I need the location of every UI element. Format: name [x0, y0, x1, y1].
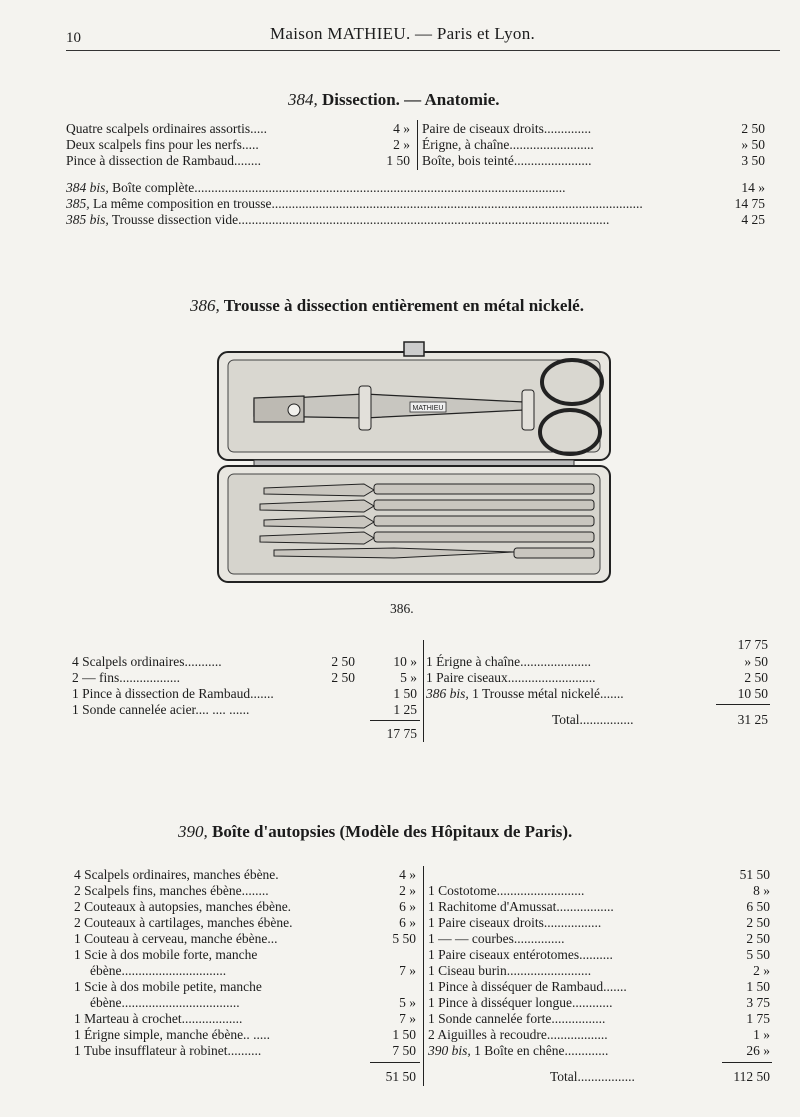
item-price: 7 »	[399, 1011, 416, 1026]
list-item: 1 Érigne à chaîne.....................	[426, 654, 591, 669]
item-number: 390 bis,	[428, 1043, 471, 1058]
item-price: 2 »	[393, 137, 410, 152]
figure-caption: 386.	[390, 601, 414, 616]
item-price: 4 »	[393, 121, 410, 136]
list-item-continuation: ébène...............................	[90, 963, 227, 978]
list-item: 1 Couteau à cerveau, manche ébène...	[74, 931, 278, 946]
item-price: 1 50	[392, 1027, 416, 1042]
item-price: » 50	[741, 137, 765, 152]
variant-price: 14 75	[734, 196, 765, 211]
item-price: 5 »	[399, 995, 416, 1010]
list-item: Érigne, à chaîne.........................	[422, 137, 594, 152]
item-price: 6 »	[399, 915, 416, 930]
list-item: 2 Scalpels fins, manches ébène........	[74, 883, 269, 898]
item-price: 7 »	[399, 963, 416, 978]
total-label: Total.................	[550, 1069, 635, 1084]
sum-rule	[370, 1062, 420, 1063]
total-label: Total................	[552, 712, 634, 727]
item-total: 1 25	[393, 702, 417, 717]
list-item: 1 Paire ciseaux droits.................	[428, 915, 602, 930]
list-item-continuation: ébène...................................	[90, 995, 240, 1010]
item-price: » 50	[744, 654, 768, 669]
section-386-title	[190, 296, 584, 316]
section-384-number: 384,	[288, 90, 318, 109]
list-item: 1 Tube insufflateur à robinet..........	[74, 1043, 262, 1058]
total-price: 31 25	[737, 712, 768, 727]
list-item: 1 — — courbes...............	[428, 931, 565, 946]
item-price: 2 50	[741, 121, 765, 136]
item-label: 1 Trousse métal nickelé.......	[472, 686, 624, 701]
variant-price: 14 »	[741, 180, 765, 195]
item-price: 3 75	[746, 995, 770, 1010]
list-item: Paire de ciseaux droits..............	[422, 121, 592, 136]
item-price: 2 »	[753, 963, 770, 978]
section-390-heading: Boîte d'autopsies (Modèle des Hôpitaux de Paris).	[212, 822, 573, 841]
list-item: 1 Rachitome d'Amussat.................	[428, 899, 614, 914]
list-item: 1 Costotome..........................	[428, 883, 585, 898]
item-price: 5 50	[746, 947, 770, 962]
column-divider	[423, 866, 424, 1086]
list-item: 1 Paire ciseaux entérotomes..........	[428, 947, 613, 962]
item-price: 10 50	[737, 686, 768, 701]
list-item: 1 Pince à disséquer de Rambaud.......	[428, 979, 627, 994]
list-item	[428, 1043, 608, 1059]
header-rule	[66, 50, 780, 51]
item-price: 6 50	[746, 899, 770, 914]
sum-rule	[370, 720, 420, 721]
variant-label: Trousse dissection vide	[111, 212, 239, 227]
list-item: 1 Sonde cannelée acier.... .... ......	[72, 702, 250, 717]
item-total: 5 »	[400, 670, 417, 685]
section-390-title	[178, 822, 572, 842]
list-item: 1 Marteau à crochet..................	[74, 1011, 243, 1026]
dissection-kit-engraving	[214, 338, 614, 586]
list-item: 1 Sonde cannelée forte................	[428, 1011, 606, 1026]
carried-sum: 51 50	[739, 867, 770, 882]
sum-rule	[722, 1062, 772, 1063]
list-item: 1 Paire ciseaux..........................	[426, 670, 596, 685]
item-price: 4 »	[399, 867, 416, 882]
item-price: 1 50	[386, 153, 410, 168]
variant-number: 384 bis,	[66, 180, 109, 195]
left-sum: 51 50	[385, 1069, 416, 1084]
list-item: Pince à dissection de Rambaud........	[66, 153, 261, 168]
item-price: 5 50	[392, 931, 416, 946]
left-sum: 17 75	[386, 726, 417, 741]
list-item: Boîte, bois teinté.......................	[422, 153, 592, 168]
variant-label: Boîte complète	[112, 180, 195, 195]
item-price: 1 75	[746, 1011, 770, 1026]
item-price: 2 50	[744, 670, 768, 685]
unit-price: 2 50	[331, 670, 355, 685]
section-390-number: 390,	[178, 822, 208, 841]
list-item: 2 Couteaux à cartilages, manches ébène.	[74, 915, 293, 930]
item-number: 386 bis,	[426, 686, 469, 701]
unit-price: 2 50	[331, 654, 355, 669]
section-386-number: 386,	[190, 296, 220, 315]
column-divider	[417, 120, 418, 170]
item-price: 2 50	[746, 931, 770, 946]
item-price: 2 50	[746, 915, 770, 930]
list-item: 1 Pince à dissection de Rambaud.......	[72, 686, 274, 701]
running-title: Maison MATHIEU. — Paris et Lyon.	[270, 24, 536, 43]
list-item	[426, 686, 624, 702]
item-price: 8 »	[753, 883, 770, 898]
list-item: 1 Pince à disséquer longue............	[428, 995, 613, 1010]
item-price: 1 50	[746, 979, 770, 994]
item-price: 2 »	[399, 883, 416, 898]
variant-price: 4 25	[741, 212, 765, 227]
item-price: 1 »	[753, 1027, 770, 1042]
list-item: 1 Ciseau burin.........................	[428, 963, 592, 978]
list-item: 2 — fins..................	[72, 670, 180, 685]
variant-number: 385 bis,	[66, 212, 109, 227]
item-price: 3 50	[741, 153, 765, 168]
variant-row: 385, La même composition en trousse..............................................................................................................	[66, 196, 643, 211]
variant-label: La même composition en trousse	[93, 196, 272, 211]
list-item: Quatre scalpels ordinaires assortis.....	[66, 121, 267, 136]
section-386-heading: Trousse à dissection entièrement en métal nickelé.	[223, 296, 584, 315]
total-price: 112 50	[733, 1069, 770, 1084]
engraving-brand: MATHIEU	[412, 405, 444, 412]
list-item: 4 Scalpels ordinaires, manches ébène.	[74, 867, 279, 882]
item-price: 6 »	[399, 899, 416, 914]
section-384-heading: Dissection. — Anatomie.	[322, 90, 500, 109]
list-item: 2 Aiguilles à recoudre..................	[428, 1027, 608, 1042]
page-number: 10	[66, 30, 81, 46]
item-price: 26 »	[746, 1043, 770, 1058]
variant-number: 385,	[66, 196, 90, 211]
column-divider	[423, 640, 424, 742]
variant-row: 384 bis, Boîte complète..............................................................................................................	[66, 180, 566, 195]
item-price: 7 50	[392, 1043, 416, 1058]
variant-row: 385 bis, Trousse dissection vide..............................................................................................................	[66, 212, 610, 227]
item-label: 1 Boîte en chêne.............	[474, 1043, 609, 1058]
item-total: 10 »	[393, 654, 417, 669]
carried-sum: 17 75	[737, 637, 768, 652]
section-384-title	[288, 90, 500, 110]
list-item: 4 Scalpels ordinaires...........	[72, 654, 222, 669]
sum-rule	[716, 704, 770, 705]
list-item: 2 Couteaux à autopsies, manches ébène.	[74, 899, 292, 914]
list-item: 1 Scie à dos mobile forte, manche	[74, 947, 258, 962]
item-total: 1 50	[393, 686, 417, 701]
list-item: Deux scalpels fins pour les nerfs.....	[66, 137, 259, 152]
list-item: 1 Scie à dos mobile petite, manche	[74, 979, 262, 994]
list-item: 1 Érigne simple, manche ébène.. .....	[74, 1027, 271, 1042]
